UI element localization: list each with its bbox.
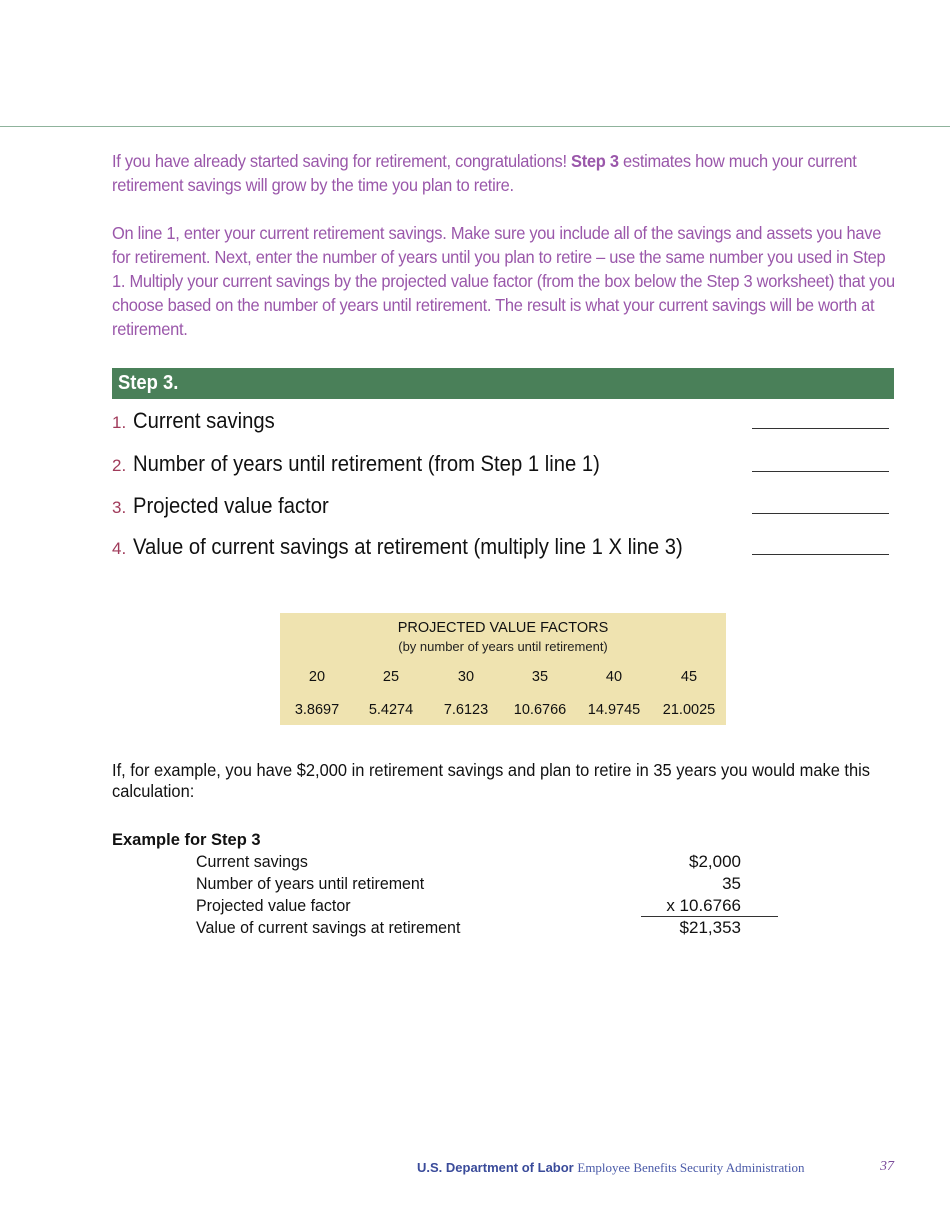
- line-label: Value of current savings at retirement (multiply line 1 X line 3): [133, 534, 683, 559]
- worksheet-line-3: [112, 493, 894, 523]
- line-label: Current savings: [133, 408, 275, 433]
- line-label: Number of years until retirement (from Step 1 line 1): [133, 451, 600, 476]
- intro-instructions: On line 1, enter your current retirement savings. Make sure you include all of the savings and assets you have for retirement. Next, enter the number of years until you plan to retire – use the same number you used in Step 1. Multiply your current savings by the projected value factor (from the box below the Step 3 worksheet) that you choose based on the number of years until retirement. The result is what your current savings will be worth at retirement.: [112, 223, 895, 339]
- example-value: $2,000: [689, 852, 741, 871]
- projected-value-factors-box: [280, 613, 726, 725]
- worksheet-line-4: [112, 534, 894, 564]
- line-number: 4.: [112, 539, 127, 558]
- example-intro: If, for example, you have $2,000 in retirement savings and plan to retire in 35 years you would make this calculation:: [112, 760, 871, 801]
- example-label: Value of current savings at retirement: [196, 918, 461, 937]
- pvf-factor: 14.9745: [587, 702, 641, 718]
- pvf-subtitle: (by number of years until retirement): [398, 639, 608, 654]
- example-title: Example for Step 3: [112, 831, 261, 849]
- intro-paragraph-1: [112, 149, 902, 197]
- example-row: [196, 918, 741, 940]
- pvf-year: 45: [680, 669, 698, 685]
- pvf-year: 25: [382, 669, 400, 685]
- top-divider: [0, 126, 950, 127]
- answer-blank[interactable]: [752, 471, 889, 472]
- example-label: Number of years until retirement: [196, 874, 425, 893]
- pvf-factor: 10.6766: [513, 702, 567, 718]
- example-row: [196, 874, 741, 896]
- footer-agency: Employee Benefits Security Administration: [577, 1160, 805, 1175]
- pvf-year: 40: [605, 669, 623, 685]
- pvf-year: 20: [308, 669, 326, 685]
- intro-text: If you have already started saving for retirement, congratulations!: [112, 151, 572, 171]
- step-header: [112, 368, 894, 399]
- pvf-year: 30: [457, 669, 475, 685]
- pvf-factor: 5.4274: [368, 702, 414, 718]
- example-value: $21,353: [679, 918, 741, 937]
- step-title: Step 3.: [118, 372, 179, 394]
- footer-department: U.S. Department of Labor: [417, 1160, 574, 1175]
- example-row: [196, 852, 741, 874]
- answer-blank[interactable]: [752, 513, 889, 514]
- line-number: 1.: [112, 413, 127, 432]
- sum-rule: [641, 916, 778, 917]
- example-label: Current savings: [196, 852, 308, 871]
- intro-bold-step: Step 3: [571, 151, 619, 171]
- example-value: x 10.6766: [666, 896, 741, 915]
- page-number: 37: [880, 1159, 894, 1174]
- intro-paragraph-2: [112, 221, 902, 341]
- footer: [417, 1160, 804, 1176]
- line-label: Projected value factor: [133, 493, 329, 518]
- worksheet-line-1: [112, 408, 894, 438]
- example-label: Projected value factor: [196, 896, 351, 915]
- pvf-year: 35: [531, 669, 549, 685]
- example-row: [196, 896, 741, 918]
- pvf-title: PROJECTED VALUE FACTORS: [397, 620, 609, 636]
- pvf-factor: 21.0025: [662, 702, 716, 718]
- example-value: 35: [722, 874, 741, 893]
- pvf-factor: 3.8697: [294, 702, 340, 718]
- line-number: 2.: [112, 456, 127, 475]
- answer-blank[interactable]: [752, 554, 889, 555]
- pvf-factor: 7.6123: [443, 702, 489, 718]
- intro-text-cont: estimates how much your current retirement savings will grow by the time you plan to retire.: [112, 151, 857, 195]
- worksheet-line-2: [112, 451, 894, 481]
- answer-blank[interactable]: [752, 428, 889, 429]
- line-number: 3.: [112, 498, 127, 517]
